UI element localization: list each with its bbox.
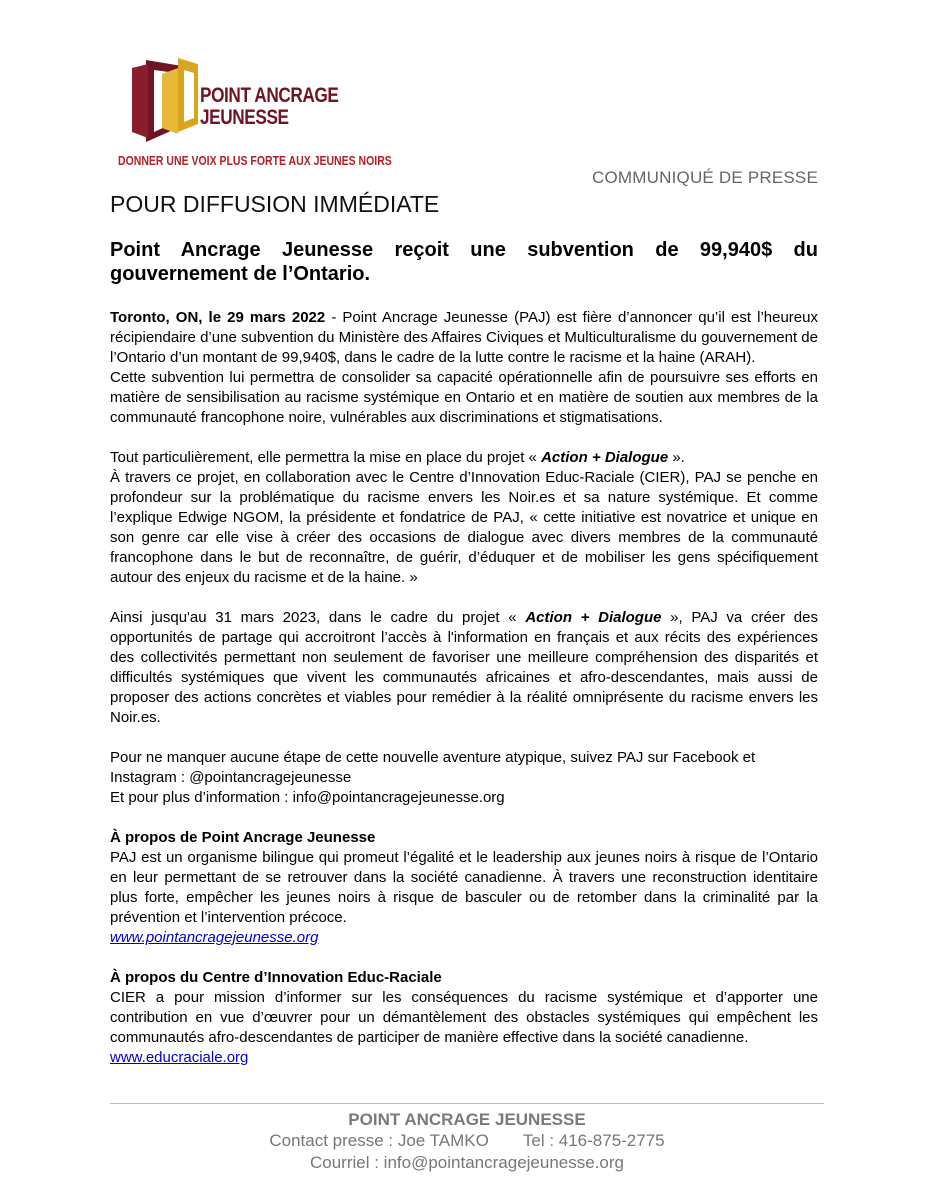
- footer-tel: Tel : 416-875-2775: [522, 1131, 665, 1150]
- footer-contact-line: [110, 1130, 824, 1152]
- project-name: Action + Dialogue: [525, 609, 662, 626]
- about-paj-text: PAJ est un organisme bilingue qui promeut l’égalité et le leadership aux jeunes noirs à risque de l’Ontario en leur permettant de se retrouver dans la société canadienne. À travers une reconstruction identitaire plus forte, empêcher les jeunes noirs à risque de basculer ou de retomber dans la criminalité par la prévention et l’intervention précoce.: [110, 849, 818, 926]
- logo-text-line1: POINT ANCRAGE: [200, 84, 339, 107]
- footer-org-name: POINT ANCRAGE JEUNESSE: [348, 1110, 586, 1129]
- about-cier-heading: À propos du Centre d’Innovation Educ-Raciale: [110, 969, 442, 986]
- paragraph-timeline: Ainsi jusqu'au 31 mars 2023, dans le cadre du projet « Action + Dialogue », PAJ va créer des opportunités de partage qui accroitront l’accès à l'information en français et aux récits des expériences des collectivités permettant non seulement de favoriser une meilleure compréhension des disparités et difficultés systémiques que vivent les communautés africaines et afro-descendantes, mais aussi de proposer des actions concrètes et viables pour remédier à la réalité omniprésente du racisme envers les Noir.es.: [110, 609, 818, 726]
- cier-website-link[interactable]: www.educraciale.org: [110, 1049, 249, 1066]
- body-content: [110, 308, 818, 1068]
- about-paj-heading: À propos de Point Ancrage Jeunesse: [110, 829, 376, 846]
- about-cier-text: CIER a pour mission d’informer sur les conséquences du racisme systémique et d’apporter une contribution en vue d’œuvrer pour un démantèlement des obstacles systémiques qui empêchent les communautés afro-descendantes de participer de manière effective dans la société canadienne.: [110, 989, 818, 1046]
- press-release-label: COMMUNIQUÉ DE PRESSE: [592, 168, 818, 187]
- paragraph-subsidy: Cette subvention lui permettra de consolider sa capacité opérationnelle afin de poursuivre ses efforts en matière de sensibilisation au racisme systémique en Ontario et en matière de soutien aux membres de la communauté francophone noire, vulnérables aux discriminations et stigmatisations.: [110, 369, 818, 426]
- paragraph-project: Tout particulièrement, elle permettra la mise en place du projet « Action + Dialogue ».: [110, 449, 685, 466]
- footer: [110, 1103, 824, 1174]
- paragraph-social: Pour ne manquer aucune étape de cette nouvelle aventure atypique, suivez PAJ sur Facebook et Instagram : @pointancragejeunesse: [110, 749, 756, 786]
- paragraph-contact-info: Et pour plus d’information : info@pointancragejeunesse.org: [110, 789, 505, 806]
- paragraph-intro: Toronto, ON, le 29 mars 2022 - Point Ancrage Jeunesse (PAJ) est fière d’annoncer qu’il est l’heureux récipiendaire d’une subvention du Ministère des Affaires Civiques et Multiculturalisme du gouvernement de l’Ontario d’un montant de 99,940$, dans le cadre de la lutte contre le racisme et la haine (ARAH).: [110, 309, 818, 366]
- door-logo-icon: [118, 54, 208, 150]
- logo-tagline: DONNER UNE VOIX PLUS FORTE AUX JEUNES NOIRS: [118, 154, 392, 168]
- footer-contact: Contact presse : Joe TAMKO: [269, 1131, 489, 1150]
- paj-website-link[interactable]: www.pointancragejeunesse.org: [110, 929, 319, 946]
- release-label: POUR DIFFUSION IMMÉDIATE: [110, 191, 440, 217]
- headline: Point Ancrage Jeunesse reçoit une subvention de 99,940$ du gouvernement de l’Ontario.: [110, 239, 818, 285]
- logo: [118, 54, 392, 179]
- logo-text-line2: JEUNESSE: [200, 106, 289, 129]
- project-name: Action + Dialogue: [541, 449, 669, 466]
- dateline: Toronto, ON, le 29 mars 2022: [110, 309, 326, 326]
- footer-email: Courriel : info@pointancragejeunesse.org: [310, 1153, 624, 1172]
- paragraph-collaboration: À travers ce projet, en collaboration avec le Centre d’Innovation Educ-Raciale (CIER), PAJ se penche en profondeur sur la problématique du racisme envers les Noir.es et sa nature systémique. Et comme l’explique Edwige NGOM, la présidente et fondatrice de PAJ, « cette initiative est novatrice et unique en son genre car elle vise à créer des occasions de dialogue avec divers membres de la communauté francophone dans le but de reconnaître, de guérir, d’éduquer et de mobiliser les gens spécifiquement autour des enjeux du racisme et de la haine. »: [110, 469, 818, 586]
